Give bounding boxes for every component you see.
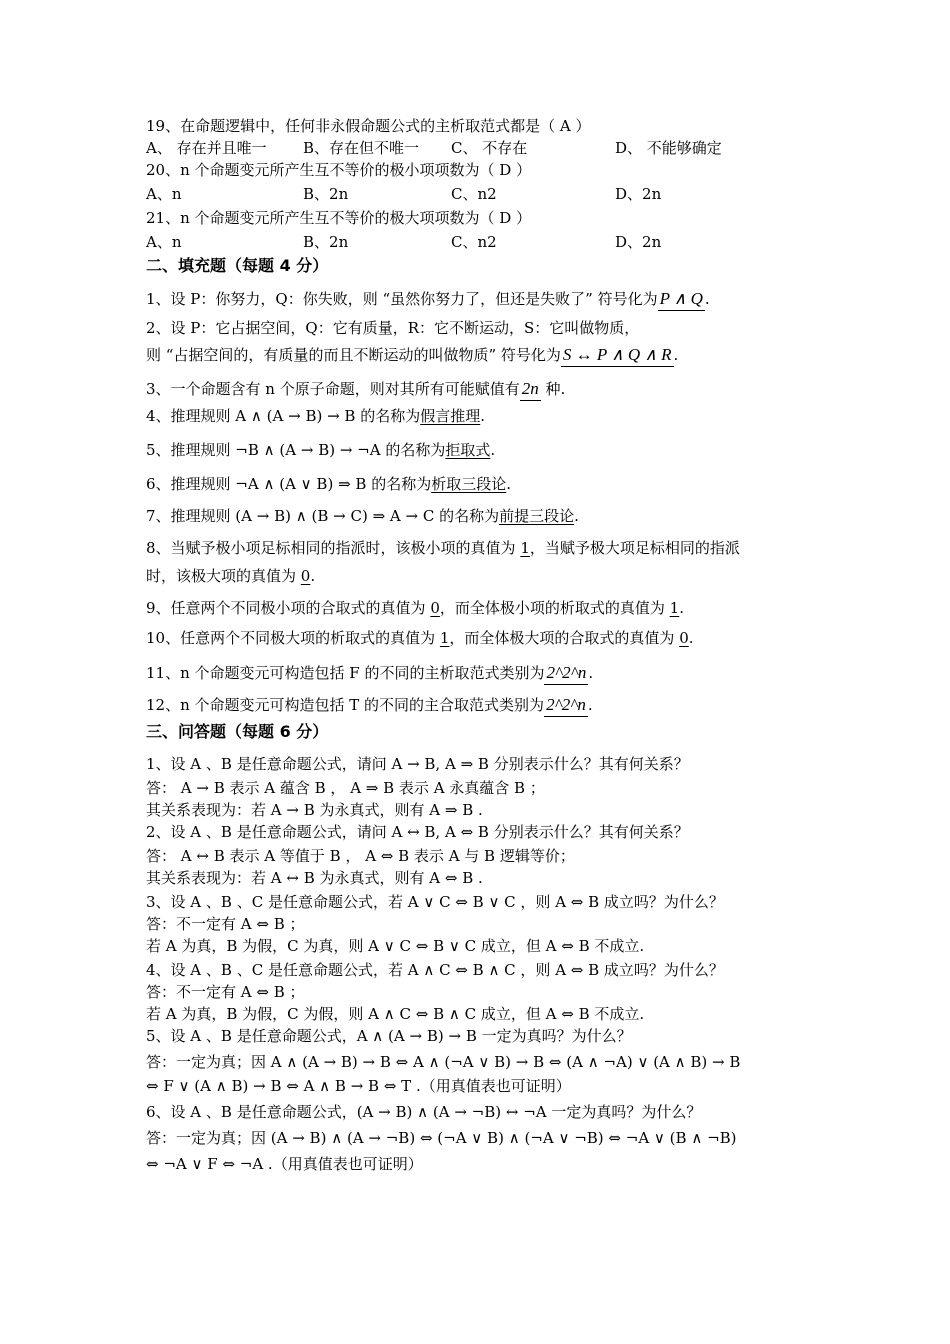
fill-answer-9a: 0 [430, 599, 440, 617]
q20-option-b: B、2n [303, 185, 349, 203]
qa-line: 答：一定为真；因 A ∧ (A → B) → B ⇔ A ∧ (¬A ∨ B) → B ⇔ (A ∧ ¬A) ∨ (A ∧ B) → B [146, 1053, 741, 1071]
q21-option-d: D、2n [615, 233, 662, 251]
qa-line: 1、设 A 、B 是任意命题公式，请问 A → B, A ⇒ B 分别表示什么？其有何关系？ [146, 755, 689, 773]
fill-answer-9b: 1 [669, 599, 680, 617]
q19-option-d: D、 不能够确定 [615, 139, 722, 157]
qa-line: ⇔ F ∨ (A ∧ B) → B ⇔ A ∧ B → B ⇔ T .（用真值表也可证明） [146, 1077, 571, 1095]
qa-line: 4、设 A 、B 、C 是任意命题公式，若 A ∧ C ⇔ B ∧ C ，则 A ⇔ B 成立吗？为什么？ [146, 961, 724, 979]
fill-answer-8a: 1 [520, 539, 530, 557]
fill-item-8a: 8、当赋予极小项足标相同的指派时，该极小项的真值为 1，当赋予极大项足标相同的指派 [146, 539, 740, 557]
fill-answer-11: 2^2^n [544, 662, 588, 685]
fill-item-6: 6、推理规则 ¬A ∧ (A ∨ B) ⇒ B 的名称为析取三段论. [146, 475, 511, 493]
qa-line: 5、设 A 、B 是任意命题公式，A ∧ (A → B) → B 一定为真吗？为什么？ [146, 1027, 632, 1045]
fill-answer-7: 前提三段论 [499, 507, 575, 525]
question-19: 19、在命题逻辑中，任何非永假命题公式的主析取范式都是（ A ） [146, 117, 591, 135]
fill-item-2b: 则 “占据空间的，有质量的而且不断运动的叫做物质” 符号化为 S ↔ P ∧ Q ∧ R . [146, 344, 678, 367]
qa-line: 若 A 为真，B 为假，C 为真，则 A ∨ C ⇔ B ∨ C 成立，但 A ⇔ B 不成立. [146, 937, 645, 955]
fill-item-2a: 2、设 P：它占据空间，Q：它有质量，R：它不断运动，S：它叫做物质， [146, 319, 640, 337]
section-title-fill: 二、填充题（每题 4 分） [146, 256, 329, 275]
qa-line: 答：不一定有 A ⇔ B ； [146, 983, 305, 1001]
q20-option-c: C、n2 [451, 185, 497, 203]
q21-option-b: B、2n [303, 233, 349, 251]
q20-option-d: D、2n [615, 185, 662, 203]
qa-line: 答： A → B 表示 A 蕴含 B ， A ⇒ B 表示 A 永真蕴含 B ； [146, 779, 545, 797]
fill-answer-5: 拒取式 [445, 441, 491, 459]
fill-item-4: 4、推理规则 A ∧ (A → B) → B 的名称为假言推理. [146, 407, 486, 425]
fill-answer-1: P ∧ Q [658, 288, 705, 311]
fill-item-9: 9、任意两个不同极小项的合取式的真值为 0，而全体极小项的析取式的真值为 1. [146, 599, 684, 617]
qa-line: 其关系表现为：若 A ↔ B 为永真式，则有 A ⇔ B . [146, 869, 483, 887]
fill-answer-10b: 0 [679, 629, 689, 647]
qa-line: 2、设 A 、B 是任意命题公式，请问 A ↔ B, A ⇔ B 分别表示什么？其有何关系？ [146, 823, 689, 841]
q21-option-c: C、n2 [451, 233, 497, 251]
section-title-qa: 三、问答题（每题 6 分） [146, 722, 329, 741]
fill-answer-12: 2^2^n [544, 694, 588, 717]
q19-option-b: B、存在但不唯一 [303, 139, 420, 157]
q20-option-a: A、n [146, 185, 182, 203]
q19-option-a: A、 存在并且唯一 [146, 139, 267, 157]
q21-option-a: A、n [146, 233, 182, 251]
qa-line: 若 A 为真，B 为假，C 为假，则 A ∧ C ⇔ B ∧ C 成立，但 A ⇔ B 不成立. [146, 1005, 645, 1023]
qa-line: ⇔ ¬A ∨ F ⇔ ¬A .（用真值表也可证明） [146, 1155, 423, 1173]
fill-item-8b: 时，该极大项的真值为 0. [146, 567, 316, 585]
fill-item-11: 11、n 个命题变元可构造包括 F 的不同的主析取范式类别为 2^2^n . [146, 662, 593, 685]
fill-item-7: 7、推理规则 (A → B) ∧ (B → C) ⇒ A → C 的名称为前提三段论. [146, 507, 579, 525]
fill-answer-10a: 1 [439, 629, 450, 647]
fill-answer-4: 假言推理 [420, 407, 481, 425]
fill-item-5: 5、推理规则 ¬B ∧ (A → B) → ¬A 的名称为拒取式. [146, 441, 496, 459]
qa-line: 6、设 A 、B 是任意命题公式，(A → B) ∧ (A → ¬B) ↔ ¬A 一定为真吗？为什么？ [146, 1103, 702, 1121]
qa-line: 3、设 A 、B 、C 是任意命题公式，若 A ∨ C ⇔ B ∨ C ，则 A ⇔ B 成立吗？为什么？ [146, 893, 724, 911]
fill-answer-6: 析取三段论 [431, 475, 507, 493]
question-20: 20、n 个命题变元所产生互不等价的极小项项数为（ D ） [146, 161, 532, 179]
fill-item-3: 3、一个命题含有 n 个原子命题，则对其所有可能赋值有 2n 种. [146, 378, 565, 401]
qa-line: 答： A ↔ B 表示 A 等值于 B ， A ⇔ B 表示 A 与 B 逻辑等价； [146, 847, 575, 865]
qa-line: 其关系表现为：若 A → B 为永真式，则有 A ⇒ B . [146, 801, 483, 819]
q19-option-c: C、 不存在 [451, 139, 528, 157]
fill-answer-8b: 0 [300, 567, 311, 585]
fill-answer-2: S ↔ P ∧ Q ∧ R [561, 344, 674, 367]
fill-item-10: 10、任意两个不同极大项的析取式的真值为 1，而全体极大项的合取式的真值为 0. [146, 629, 694, 647]
qa-line: 答：一定为真；因 (A → B) ∧ (A → ¬B) ⇔ (¬A ∨ B) ∧ (¬A ∨ ¬B) ⇔ ¬A ∨ (B ∧ ¬B) [146, 1129, 737, 1147]
fill-answer-3: 2n [520, 378, 541, 401]
question-21: 21、n 个命题变元所产生互不等价的极大项项数为（ D ） [146, 209, 532, 227]
fill-item-12: 12、n 个命题变元可构造包括 T 的不同的主合取范式类别为 2^2^n . [146, 694, 593, 717]
qa-line: 答：不一定有 A ⇔ B ； [146, 915, 305, 933]
fill-item-1: 1、设 P：你努力，Q：你失败，则 “虽然你努力了，但还是失败了” 符号化为 P ∧ Q . [146, 288, 710, 311]
